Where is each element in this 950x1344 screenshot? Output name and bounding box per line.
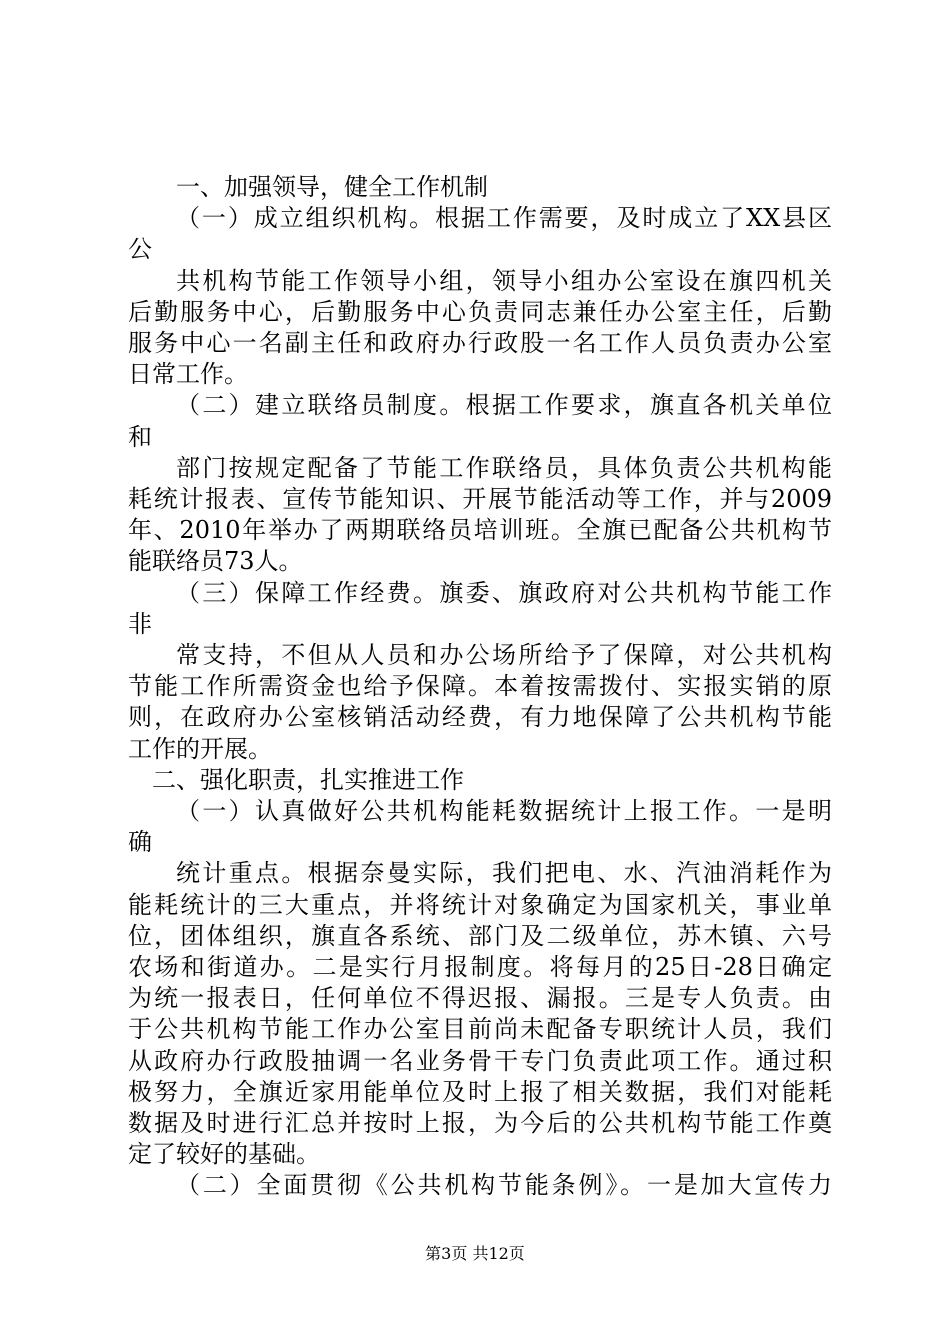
paragraph-line: 部门按规定配备了节能工作联络员，具体负责公共机构能 (176, 453, 832, 482)
paragraph-line: （一）成立组织机构。根据工作需要，及时成立了XX县区 (176, 204, 832, 233)
paragraph-line: 于公共机构节能工作办公室目前尚未配备专职统计人员，我们 (128, 1015, 832, 1044)
paragraph-line: 后勤服务中心，后勤服务中心负责同志兼任办公室主任，后勤 (128, 297, 832, 326)
paragraph-line: 则，在政府办公室核销活动经费，有力地保障了公共机构节能 (128, 703, 832, 732)
paragraph-line: （三）保障工作经费。旗委、旗政府对公共机构节能工作 (176, 578, 832, 607)
paragraph-line: 定了较好的基础。 (128, 1140, 320, 1169)
paragraph-line: 常支持，不但从人员和办公场所给予了保障，对公共机构 (176, 641, 832, 669)
paragraph-line: 服务中心一名副主任和政府办行政股一名工作人员负责办公室 (128, 329, 832, 357)
section-heading: 二、强化职责，扎实推进工作 (152, 765, 464, 794)
paragraph-line: 农场和街道办。二是实行月报制度。将每月的25日-28日确定 (128, 953, 832, 981)
paragraph-line: 节能工作所需资金也给予保障。本着按需拨付、实报实销的原 (128, 672, 832, 701)
paragraph-line: 年、2010年举办了两期联络员培训班。全旗已配备公共机构节 (128, 516, 832, 545)
paragraph-line: 确 (128, 828, 152, 857)
paragraph-line: 共机构节能工作领导小组，领导小组办公室设在旗四机关 (176, 266, 832, 295)
paragraph-line: 耗统计报表、宣传节能知识、开展节能活动等工作，并与2009 (128, 485, 832, 513)
paragraph-line: 工作的开展。 (128, 734, 272, 763)
paragraph-line: 能耗统计的三大重点，并将统计对象确定为国家机关，事业单 (128, 890, 832, 919)
section-heading: 一、加强领导，健全工作机制 (176, 173, 488, 201)
page-number-footer: 第3页 共12页 (425, 1244, 525, 1263)
paragraph-line: 从政府办行政股抽调一名业务骨干专门负责此项工作。通过积 (128, 1046, 832, 1075)
paragraph-line: 非 (128, 609, 152, 638)
paragraph-line: 统计重点。根据奈曼实际，我们把电、水、汽油消耗作为 (176, 859, 832, 888)
paragraph-line: 日常工作。 (128, 360, 248, 389)
paragraph-line: （二）建立联络员制度。根据工作要求，旗直各机关单位 (176, 391, 832, 420)
paragraph-line: （二）全面贯彻《公共机构节能条例》。一是加大宣传力 (176, 1171, 832, 1200)
paragraph-line: 和 (128, 422, 152, 451)
paragraph-line: 公 (128, 235, 152, 264)
paragraph-line: 为统一报表日，任何单位不得迟报、漏报。三是专人负责。由 (128, 984, 832, 1013)
paragraph-line: （一）认真做好公共机构能耗数据统计上报工作。一是明 (176, 797, 832, 825)
paragraph-line: 能联络员73人。 (128, 547, 303, 576)
paragraph-line: 位，团体组织，旗直各系统、部门及二级单位，苏木镇、六号 (128, 921, 832, 950)
paragraph-line: 极努力，全旗近家用能单位及时上报了相关数据，我们对能耗 (128, 1077, 832, 1106)
paragraph-line: 数据及时进行汇总并按时上报，为今后的公共机构节能工作奠 (128, 1109, 832, 1137)
